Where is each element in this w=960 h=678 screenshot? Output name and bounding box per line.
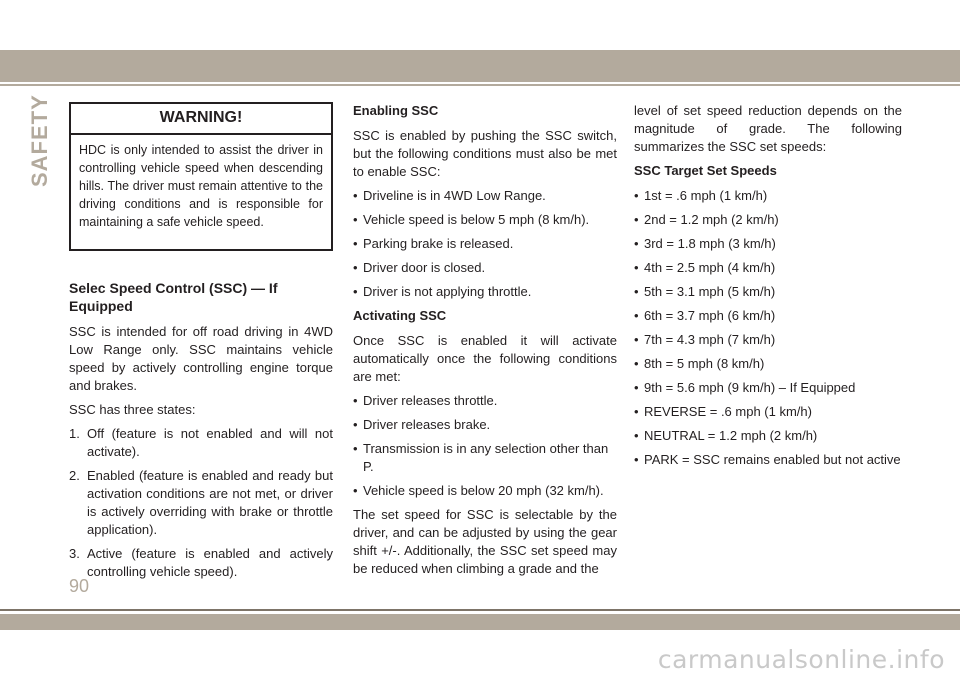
enabling-heading: Enabling SSC	[353, 103, 439, 118]
list-item: • 4th = 2.5 mph (4 km/h)	[634, 259, 902, 277]
list-item: • Vehicle speed is below 20 mph (32 km/h).	[353, 482, 617, 500]
list-item: • Driver door is closed.	[353, 259, 617, 277]
warning-box	[69, 102, 333, 251]
list-item: • Transmission is in any selection other than P.	[353, 440, 617, 476]
list-item	[69, 467, 333, 539]
list-text: Off (feature is not enabled and will not activate).	[87, 426, 333, 459]
list-item	[69, 425, 333, 461]
header-rule	[0, 84, 960, 86]
ssc-intro: SSC is intended for off road driving in 4WD Low Range only. SSC maintains vehicle speed by actively controlling engine torque and brakes.	[69, 324, 333, 393]
list-number: 1.	[69, 426, 80, 441]
list-item: • 8th = 5 mph (8 km/h)	[634, 355, 902, 373]
enabling-intro: SSC is enabled by pushing the SSC switch, but the following conditions must also be met to enable SSC:	[353, 128, 617, 179]
page-number: 90	[69, 576, 90, 596]
closing-paragraph: The set speed for SSC is selectable by the driver, and can be adjusted by using the gear shift +/-. Additionally, the SSC set speed may be reduced when climbing a grade and the	[353, 507, 617, 576]
states-intro: SSC has three states:	[69, 402, 196, 417]
column-1	[69, 102, 333, 587]
list-item: • 1st = .6 mph (1 km/h)	[634, 187, 902, 205]
list-text: Enabled (feature is enabled and ready but activation conditions are not met, or driver is actively overriding with brake or throttle application).	[87, 468, 333, 537]
continuation-paragraph: level of set speed reduction depends on the magnitude of grade. The following summarizes the SSC set speeds:	[634, 103, 902, 154]
ssc-heading: Selec Speed Control (SSC) — If Equipped	[69, 280, 278, 314]
footer-band	[0, 614, 960, 630]
list-item: • PARK = SSC remains enabled but not active	[634, 451, 902, 469]
list-number: 3.	[69, 546, 80, 561]
column-3	[634, 102, 902, 475]
column-2	[353, 102, 617, 584]
footer-rule	[0, 609, 960, 611]
speeds-heading: SSC Target Set Speeds	[634, 163, 777, 178]
list-item: • Vehicle speed is below 5 mph (8 km/h).	[353, 211, 617, 229]
list-text: Active (feature is enabled and actively controlling vehicle speed).	[87, 546, 333, 579]
watermark: carmanualsonline.info	[657, 645, 945, 674]
list-item: • Parking brake is released.	[353, 235, 617, 253]
list-item: • REVERSE = .6 mph (1 km/h)	[634, 403, 902, 421]
list-item	[69, 545, 333, 581]
list-item: • 7th = 4.3 mph (7 km/h)	[634, 331, 902, 349]
enabling-list	[353, 187, 617, 301]
section-label: SAFETY	[27, 94, 52, 188]
activating-list	[353, 392, 617, 500]
list-item: • 6th = 3.7 mph (6 km/h)	[634, 307, 902, 325]
activating-heading: Activating SSC	[353, 308, 447, 323]
list-item: • 2nd = 1.2 mph (2 km/h)	[634, 211, 902, 229]
list-item: • 5th = 3.1 mph (5 km/h)	[634, 283, 902, 301]
list-item: • Driver releases brake.	[353, 416, 617, 434]
list-item: • Driver is not applying throttle.	[353, 283, 617, 301]
warning-title: WARNING!	[71, 104, 331, 135]
list-item: • 3rd = 1.8 mph (3 km/h)	[634, 235, 902, 253]
activating-intro: Once SSC is enabled it will activate automatically once the following conditions are met:	[353, 333, 617, 384]
list-item: • 9th = 5.6 mph (9 km/h) – If Equipped	[634, 379, 902, 397]
list-item: • Driver releases throttle.	[353, 392, 617, 410]
list-number: 2.	[69, 468, 80, 483]
list-item: • NEUTRAL = 1.2 mph (2 km/h)	[634, 427, 902, 445]
list-item: • Driveline is in 4WD Low Range.	[353, 187, 617, 205]
speeds-list	[634, 187, 902, 469]
header-band	[0, 50, 960, 82]
warning-body: HDC is only intended to assist the driver in controlling vehicle speed when descending hills. The driver must remain attentive to the driving conditions and is responsible for maintaining a safe vehicle speed.	[79, 143, 323, 229]
states-list	[69, 425, 333, 581]
